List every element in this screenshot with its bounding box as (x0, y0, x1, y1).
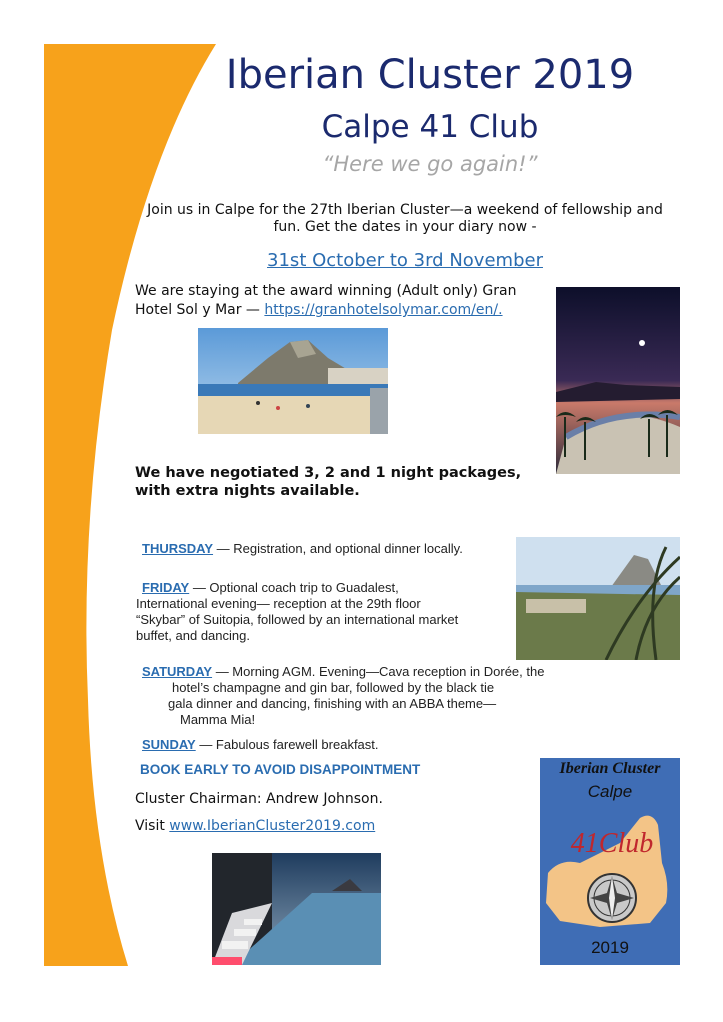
packages-note: We have negotiated 3, 2 and 1 night packages, with extra nights available. (135, 465, 522, 499)
coast-palm-photo (516, 537, 680, 660)
rooftop-pool-photo (212, 853, 381, 965)
logo-year: 2019 (591, 938, 629, 957)
friday-text: — Optional coach trip to Guadalest, (189, 580, 399, 595)
thursday-text: — Registration, and optional dinner locally. (213, 541, 463, 556)
saturday-line-2: gala dinner and dancing, finishing with an ABBA theme— (168, 696, 497, 711)
hotel-info (135, 282, 545, 320)
tagline: “Here we go again!” (322, 152, 538, 176)
visit-label: Visit (135, 818, 170, 834)
friday-line-2: “Skybar” of Suitopia, followed by an international market (136, 612, 459, 627)
intro-text: Join us in Calpe for the 27th Iberian Cluster—a weekend of fellowship and fun. Get the dates in your diary now - (147, 202, 663, 235)
beach-photo (198, 328, 388, 434)
day-friday: FRIDAY (142, 580, 190, 595)
event-dates: 31st October to 3rd November (267, 250, 543, 271)
day-thursday: THURSDAY (142, 541, 214, 556)
sunday-text: — Fabulous farewell breakfast. (195, 737, 379, 752)
logo-emblem (540, 803, 680, 938)
schedule-thursday (142, 541, 522, 557)
schedule-friday (136, 580, 516, 644)
page-subtitle: Calpe 41 Club (321, 109, 539, 145)
friday-line-3: buffet, and dancing. (136, 628, 250, 643)
schedule-saturday (142, 664, 592, 728)
schedule-sunday (142, 737, 522, 753)
saturday-line-3: Mamma Mia! (180, 712, 256, 727)
book-early-notice: BOOK EARLY TO AVOID DISAPPOINTMENT (140, 762, 421, 777)
saturday-text: — Morning AGM. Evening—Cava reception in Dorée, the (212, 664, 545, 679)
logo-line-1: Iberian Cluster (559, 760, 661, 777)
saturday-line-1: hotel’s champagne and gin bar, followed by the black tie (172, 680, 495, 695)
night-coast-photo (556, 287, 680, 474)
page-title: Iberian Cluster 2019 (225, 52, 635, 98)
cluster-chairman: Cluster Chairman: Andrew Johnson. (135, 791, 383, 807)
friday-line-1: International evening— reception at the 29th floor (136, 596, 421, 611)
hotel-info-text: We are staying at the award winning (Adult only) Gran Hotel Sol y Mar — (135, 283, 517, 318)
day-sunday: SUNDAY (142, 737, 196, 752)
website-link[interactable]: www.IberianCluster2019.com (169, 818, 376, 834)
hotel-link[interactable]: https://granhotelsolymar.com/en/. (264, 302, 503, 318)
visit-line (135, 818, 455, 834)
day-saturday: SATURDAY (142, 664, 213, 679)
logo-club: 41Club (570, 828, 654, 859)
logo-line-2: Calpe (587, 782, 633, 801)
club-logo (540, 758, 680, 965)
